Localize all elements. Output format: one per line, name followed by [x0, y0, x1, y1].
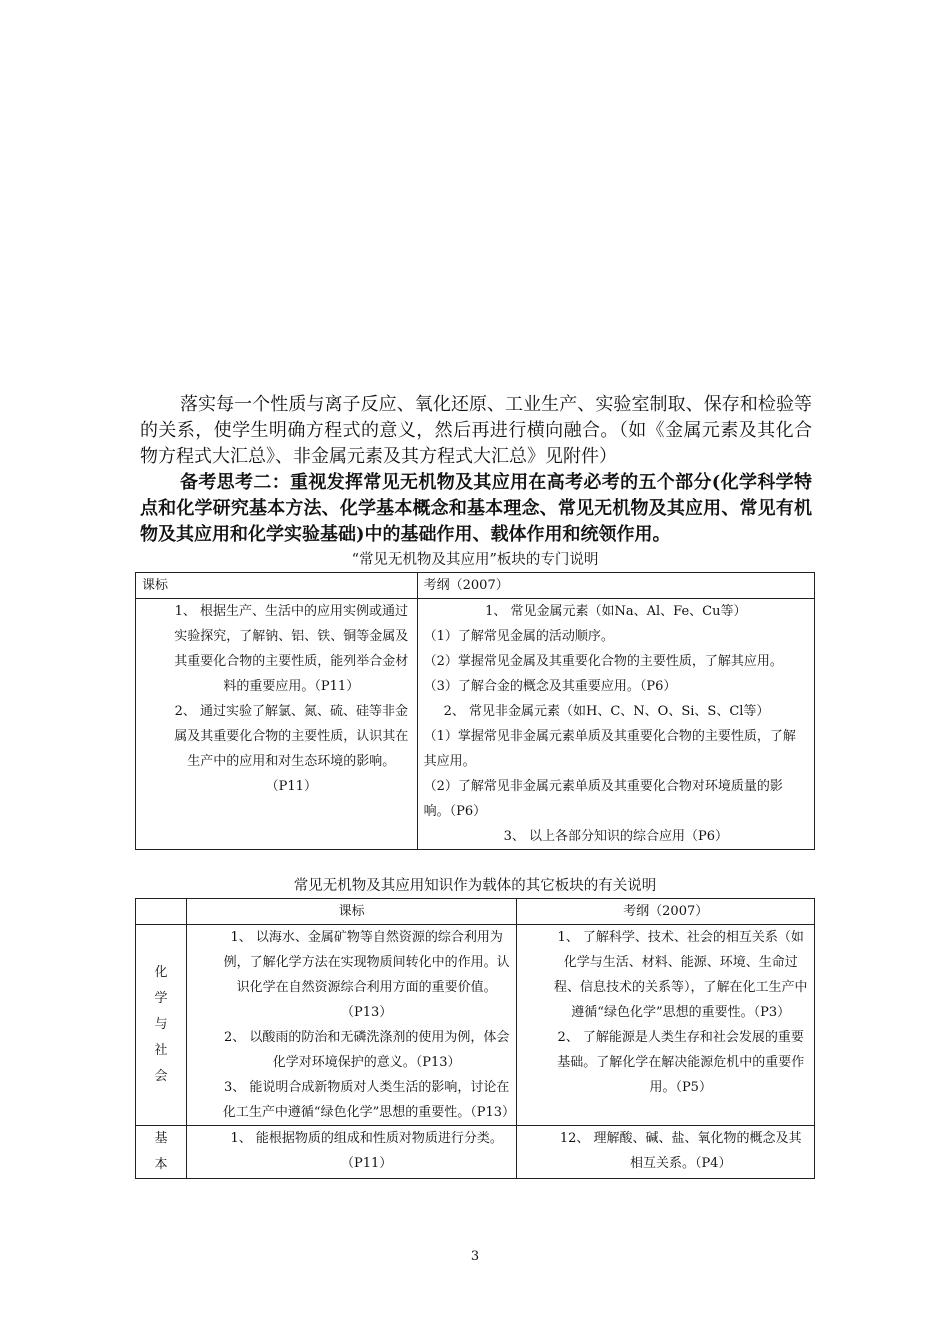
table1-left-cell	[136, 599, 418, 850]
table1-body-row	[136, 599, 815, 850]
table1-header-right: 考纲（2007）	[417, 573, 814, 599]
table2-right-item: 1、 了解科学、技术、社会的相互关系（如化学与生活、材料、能源、环境、生命过程、信息技术的关系等），了解在化工生产中遵循“绿色化学”思想的重要性。（P3）	[553, 930, 808, 1020]
table2-row2-right-cell	[517, 1126, 815, 1179]
table2-row-society	[136, 925, 815, 1126]
table1-right-cell	[417, 599, 814, 850]
table1-header-row	[136, 573, 815, 599]
body-paragraph-1: 落实每一个性质与离子反应、氧化还原、工业生产、实验室制取、保存和检验等的关系，使学生明确方程式的意义，然后再进行横向融合。（如《金属元素及其化合物方程式大汇总》、非金属元素及其方程式大汇总》见附件）	[140, 394, 812, 467]
table1-right-item: （2）了解常见非金属元素单质及其重要化合物对环境质量的影响。（P6）	[423, 779, 783, 819]
table2	[135, 898, 815, 1179]
page-number: 3	[470, 1249, 480, 1264]
table2-row-label: 基 本	[136, 1126, 187, 1179]
table1-right-item: 3、 以上各部分知识的综合应用（P6）	[503, 829, 729, 844]
table2-row-label: 化 学 与 社 会	[136, 925, 187, 1126]
table2-right-item: 2、 了解能源是人类生存和社会发展的重要基础。了解化学在解决能源危机中的重要作用。（P5）	[557, 1030, 805, 1095]
table1-right-item: 2、 常见非金属元素（如H、C、N、O、Si、S、Cl等）	[443, 704, 770, 719]
table2-header-empty	[136, 899, 187, 925]
table1-right-item: （3）了解合金的概念及其重要应用。（P6）	[423, 679, 677, 694]
table1-right-item: （2）掌握常见金属及其重要化合物的主要性质，了解其应用。	[423, 654, 783, 669]
table1-caption: “常见无机物及其应用”板块的专门说明	[351, 552, 599, 568]
table1-right-item: （1）掌握常见非金属元素单质及其重要化合物的主要性质，了解其应用。	[423, 729, 796, 769]
table1-header-left: 课标	[136, 573, 418, 599]
table2-right-item: 12、 理解酸、碱、盐、氧化物的概念及其相互关系。（P4）	[559, 1131, 802, 1171]
table2-left-item: 1、 以海水、金属矿物等自然资源的综合利用为例，了解化学方法在实现物质间转化中的作用。认识化学在自然资源综合利用方面的重要价值。（P13）	[223, 930, 510, 1020]
table1-right-item: （1）了解常见金属的活动顺序。	[423, 629, 614, 644]
table2-left-item: 2、 以酸雨的防治和无磷洗涤剂的使用为例，体会化学对环境保护的意义。（P13）	[223, 1030, 510, 1070]
body-paragraph-2-bold: 备考思考二：重视发挥常见无机物及其应用在高考必考的五个部分(化学科学特点和化学研究基本方法、化学基本概念和基本理念、常见无机物及其应用、常见有机物及其应用和化学实验基础)中的基础作用、载体作用和统领作用。	[140, 472, 812, 545]
table2-row1-left-cell	[186, 925, 517, 1126]
table2-header-left: 课标	[186, 899, 517, 925]
table1-left-item: 1、 根据生产、生活中的应用实例或通过实验探究，了解钠、铝、铁、铜等金属及其重要化合物的主要性质，能列举合金材料的重要应用。（P11）	[174, 604, 409, 694]
table2-row1-right-cell	[517, 925, 815, 1126]
table2-row-basic	[136, 1126, 815, 1179]
table2-left-item: 1、 能根据物质的组成和性质对物质进行分类。（P11）	[230, 1131, 503, 1171]
table2-header-row	[136, 899, 815, 925]
table1-left-item: 2、 通过实验了解氯、氮、硫、硅等非金属及其重要化合物的主要性质，认识其在生产中的应用和对生态环境的影响。（P11）	[174, 704, 409, 794]
table2-caption: 常见无机物及其应用知识作为载体的其它板块的有关说明	[293, 878, 657, 894]
table1-right-item: 1、 常见金属元素（如Na、Al、Fe、Cu等）	[485, 604, 747, 619]
table2-header-right: 考纲（2007）	[517, 899, 815, 925]
table2-left-item: 3、 能说明合成新物质对人类生活的影响，讨论在化工生产中遵循“绿色化学”思想的重要性。（P13）	[222, 1080, 516, 1120]
table1	[135, 572, 815, 850]
table2-row2-left-cell	[186, 1126, 517, 1179]
